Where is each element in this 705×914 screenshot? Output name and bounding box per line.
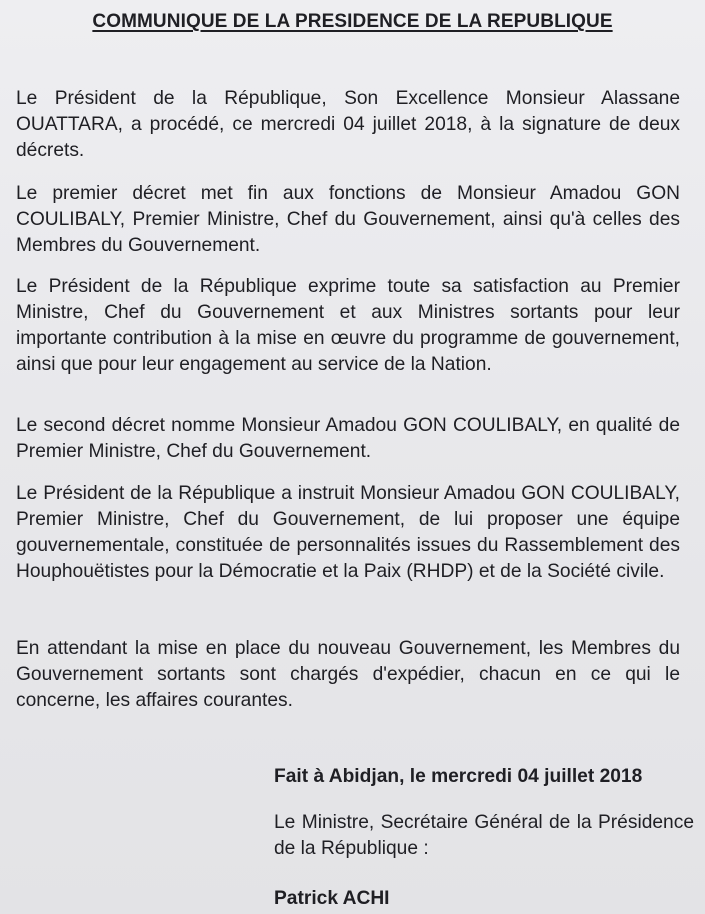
paragraph-3: Le Président de la République exprime toute sa satisfaction au Premier Ministre, Chef du Gouvernement et aux Ministres sortants pour leur importante contribution à la mise en œuvre du programme de gouvernement, ainsi que pour leur engagement au service de la Nation. (16, 276, 680, 375)
document-title (0, 10, 705, 34)
paragraph-4: Le second décret nomme Monsieur Amadou GON COULIBALY, en qualité de Premier Ministre, Chef du Gouvernement. (16, 415, 680, 462)
signature-name: Patrick ACHI (274, 888, 390, 909)
paragraph-6: En attendant la mise en place du nouveau Gouvernement, les Membres du Gouvernement sortants sont chargés d'expédier, chacun en ce qui le concerne, les affaires courantes. (16, 638, 680, 711)
paragraph-5: Le Président de la République a instruit Monsieur Amadou GON COULIBALY, Premier Ministre, Chef du Gouvernement, de lui proposer une équipe gouvernementale, constituée de personnalités issues du Rassemblement des Houphouëtistes pour la Démocratie et la Paix (RHDP) et de la Société civile. (16, 483, 680, 582)
signature-role: Le Ministre, Secrétaire Général de la Présidence de la République : (274, 812, 694, 859)
paragraph-1: Le Président de la République, Son Excellence Monsieur Alassane OUATTARA, a procédé, ce mercredi 04 juillet 2018, à la signature de deux décrets. (16, 88, 680, 161)
document-title-text: COMMUNIQUE DE LA PRESIDENCE DE LA REPUBLIQUE (92, 11, 613, 32)
paragraph-2: Le premier décret met fin aux fonctions de Monsieur Amadou GON COULIBALY, Premier Ministre, Chef du Gouvernement, ainsi qu'à celles des Membres du Gouvernement. (16, 183, 680, 256)
signature-place-date: Fait à Abidjan, le mercredi 04 juillet 2018 (274, 766, 643, 787)
